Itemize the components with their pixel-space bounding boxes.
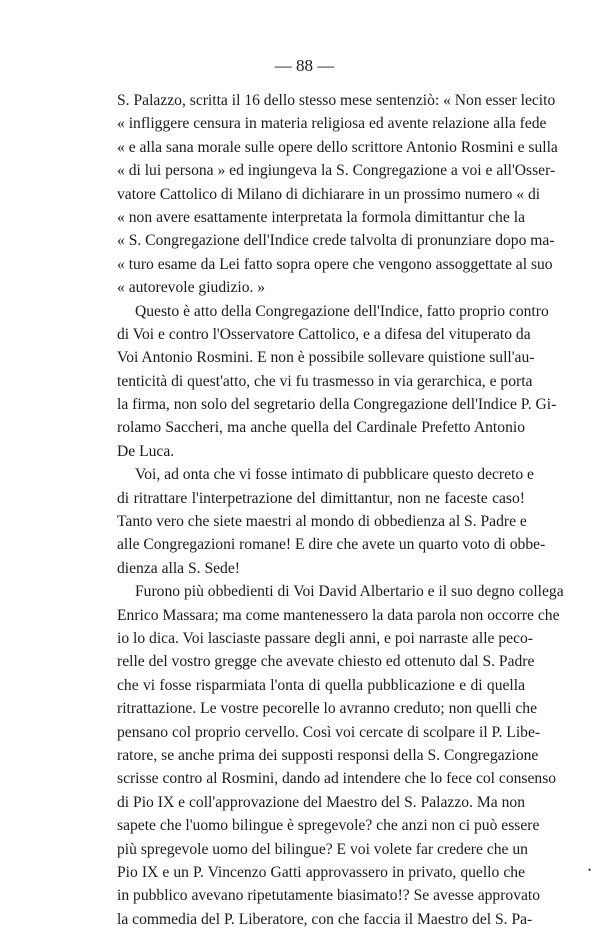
text-line: pensano col proprio cervello. Così voi cercate di scolpare il P. Libe-	[117, 723, 541, 741]
text-line: tenticità di quest'atto, che vi fu trasmesso in via gerarchica, e porta	[117, 372, 533, 390]
text-line: « e alla sana morale sulle opere dello scrittore Antonio Rosmini e sulla	[117, 138, 558, 156]
text-line: relle del vostro gregge che avevate chiesto ed ottenuto dal S. Padre	[117, 653, 535, 671]
text-line: Furono più obbedienti di Voi David Albertario e il suo degno collega	[135, 583, 564, 601]
text-line: Voi Antonio Rosmini. E non è possibile sollevare quistione sull'au-	[117, 349, 535, 367]
text-line: la firma, non solo del segretario della Congregazione dell'Indice P. Gi-	[117, 396, 557, 414]
text-line: io lo dica. Voi lasciaste passare degli anni, e poi narraste alle peco-	[117, 629, 533, 647]
page-edge-mark: •	[588, 865, 592, 875]
text-line: alle Congregazioni romane! E dire che avete un quarto voto di obbe-	[117, 536, 546, 554]
text-line: De Luca.	[117, 442, 175, 460]
text-line: ratore, se anche prima dei supposti responsi della S. Congregazione	[117, 746, 539, 764]
text-line: « di lui persona » ed ingiungeva la S. Congregazione a voi e all'Osser-	[117, 162, 556, 180]
text-line: « S. Congregazione dell'Indice crede talvolta di pronunziare dopo ma-	[117, 232, 555, 250]
page-number: — 88 —	[274, 56, 335, 75]
text-line: di Pio IX e coll'approvazione del Maestro del S. Palazzo. Ma non	[117, 793, 525, 811]
text-line: Enrico Massara; ma come mantenessero la data parola non occorre che	[117, 606, 560, 624]
body-text	[117, 89, 564, 931]
text-line: dienza alla S. Sede!	[117, 559, 240, 577]
text-line: che vi fosse risparmiata l'onta di quella pubblicazione e di quella	[117, 676, 525, 694]
text-line: « autorevole giudizio. »	[117, 279, 266, 297]
text-line: di Voi e contro l'Osservatore Cattolico, e a difesa del vituperato da	[117, 325, 531, 343]
text-line: S. Palazzo, scritta il 16 dello stesso mese sentenziò: « Non esser lecito	[117, 92, 556, 109]
text-line: più spregevole uomo del bilingue? E voi volete far credere che un	[117, 840, 528, 858]
text-line: sapete che l'uomo bilingue è spregevole? che anzi non ci può essere	[117, 817, 540, 835]
text-line: « infliggere censura in materia religiosa ed avente relazione alla fede	[117, 115, 547, 133]
text-line: scrisse contro al Rosmini, dando ad intendere che lo fece col consenso	[117, 770, 557, 788]
text-line: « non avere esattamente interpretata la formola dimittantur che la	[117, 208, 525, 226]
text-line: Questo è atto della Congregazione dell'Indice, fatto proprio contro	[135, 302, 549, 320]
text-line: la commedia del P. Liberatore, con che faccia il Maestro del S. Pa-	[117, 910, 533, 928]
text-line: ritrattazione. Le vostre pecorelle lo avranno creduto; non quelli che	[117, 700, 537, 718]
text-line: di ritrattare l'interpetrazione del dimittantur, non ne faceste caso!	[117, 489, 525, 507]
text-line: Voi, ad onta che vi fosse intimato di pubblicare questo decreto e	[135, 466, 534, 484]
text-line: Tanto vero che siete maestri al mondo di obbedienza al S. Padre e	[117, 513, 527, 531]
text-line: in pubblico avevano ripetutamente biasimato!? Se avesse approvato	[117, 887, 541, 905]
text-line: rolamo Saccheri, ma anche quella del Cardinale Prefetto Antonio	[117, 419, 525, 437]
text-line: « turo esame da Lei fatto sopra opere che vengono assoggettate al suo	[117, 255, 553, 273]
text-line: vatore Cattolico di Milano di dichiarare in un prossimo numero « di	[117, 185, 541, 203]
text-line: Pio IX e un P. Vincenzo Gatti approvassero in privato, quello che	[117, 863, 525, 881]
